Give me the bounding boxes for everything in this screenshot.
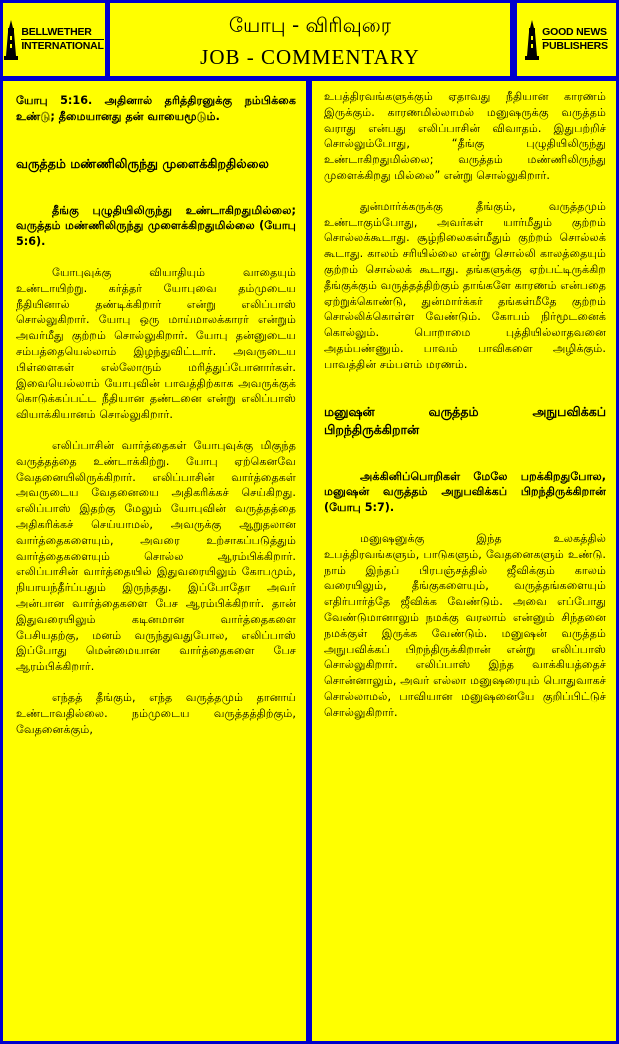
left-column xyxy=(3,81,306,1041)
section-heading: மனுஷன் வருத்தம் அநுபவிக்கப் பிறந்திருக்கிறான் xyxy=(324,403,606,437)
logo-line1: BELLWETHER xyxy=(21,26,103,40)
verse-header: யோபு 5:16. அதினால் தரித்திரனுக்கு நம்பிக்கை உண்டு; தீமையானது தன் வாயைமூடும். xyxy=(16,94,296,123)
paragraph: எந்தத் தீங்கும், எந்த வருத்தமும் தானாய் உண்டாவதில்லை. நம்முடைய வருத்தத்திற்கும், வேதனைக்கும், xyxy=(16,690,296,736)
logo-line2: INTERNATIONAL xyxy=(21,40,104,52)
tower-icon xyxy=(4,20,18,60)
logo-line2: PUBLISHERS xyxy=(542,40,608,52)
logo-bellwether xyxy=(3,3,105,76)
paragraph: மனுஷனுக்கு இந்த உலகத்தில் உபத்திரவங்களும், பாடுகளும், வேதனைகளும் உண்டு. நாம் இந்தப் பிரபஞ்சத்தில் ஜீவிக்கும் காலம் வரையிலும், தீங்குகளையும், வருத்தங்களையும் எதிர்பார்த்தே ஜீவிக்க வேண்டும். அவை எப்போது வேண்டுமானாலும் நமக்கு வரலாம் என்னும் சிந்தனை நமக்குள் இருக்க வேண்டும். மனுஷன் வருத்தம் அநுபவிக்கப் பிறந்திருக்கிறான் என்று எலிப்பாஸ் சொல்லுகிறார். எலிப்பாஸ் இந்த வாக்கியத்தைச் சொன்னாலும், அவர் எல்லா மனுஷரையும் பொதுவாகச் சொல்லாமல், பாவியான மனுஷனையே குறிப்பிட்டுச் சொல்லுகிறார். xyxy=(324,531,606,719)
title-tamil: யோபு - விரிவுரை xyxy=(228,13,392,37)
logo-text xyxy=(21,26,103,53)
paragraph: துன்மார்க்கருக்கு தீங்கும், வருத்தமும் உண்டாகும்போது, அவர்கள் யார்மீதும் குற்றம் சொல்லக்கூடாது. சூழ்நிலைகள்மீதும் குற்றம் சொல்லக் கூடாது. காலம் சரியில்லை என்று சொல்லி காலத்தையும் குற்றம் சொல்லக் கூடாது. தங்களுக்கு ஏற்பட்டிருக்கிற தீங்குக்கும் வருத்தத்திற்கும் தாங்களே காரணம் என்பதை ஏற்றுக்கொண்டு, துன்மார்க்கர் தங்கள்மீதே குற்றம் சொல்லிக்கொள்ள வேண்டும். கோபம் நிர்மூடனைக் கொல்லும். பொறாமை புத்தியில்லாதவனை அதம்பண்ணும். பாவம் பாவிகளை அழிக்கும். பாவத்தின் சம்பளம் மரணம். xyxy=(324,199,606,371)
paragraph: உபத்திரவங்களுக்கும் ஏதாவது நீதியான காரணம் இருக்கும். காரணமில்லாமல் மனுஷருக்கு வருத்தம் வராது என்பது எலிப்பாசின் விவாதம். இதுபற்றிச் சொல்லும்போது, “தீங்கு புழுதியிலிருந்து உண்டாகிறதுமில்லை; வருத்தம் மண்ணிலிருந்து முளைக்கிறது மில்லை” என்று சொல்லுகிறார். xyxy=(324,90,606,182)
verse-quote: அக்கினிப்பொறிகள் மேலே பறக்கிறதுபோல, மனுஷன் வருத்தம் அநுபவிக்கப் பிறந்திருக்கிறான் (யோபு 5:7). xyxy=(324,469,606,515)
section-heading: வருத்தம் மண்ணிலிருந்து முளைக்கிறதில்லை xyxy=(16,155,269,171)
header xyxy=(3,3,616,76)
right-column xyxy=(312,81,616,1041)
paragraph: யோபுவுக்கு வியாதியும் வாதையும் உண்டாயிற்று. கர்த்தர் யோபுவை தம்முடைய நீதியினால் தண்டிக்கிறார் என்று எலிப்பாஸ் சொல்லுகிறார். யோபு ஒரு மாய்மாலக்காரர் என்றும் அவர்மீது குற்றம் சொல்லுகிறார். யோபு தன்னுடைய சம்பத்தையெல்லாம் இழந்துவிட்டார். அவருடைய பிள்ளைகள் எல்லோரும் மரித்துப்போனார்கள். இவையெல்லாம் யோபுவின் பாவத்திற்காக அவருக்குக் கொடுக்கப்பட்ட நீதியான தண்டனை என்று எலிப்பாஸ் வியாக்கியானம் சொல்லுகிறார். xyxy=(16,265,296,422)
verse-quote: தீங்கு புழுதியிலிருந்து உண்டாகிறதுமில்லை; வருத்தம் மண்ணிலிருந்து முளைக்கிறதுமில்லை (யோபு 5:6). xyxy=(16,203,296,249)
title-box xyxy=(110,3,510,76)
logo-text xyxy=(542,26,608,53)
tower-icon xyxy=(525,20,539,60)
title-english: JOB - COMMENTARY xyxy=(200,45,420,69)
logo-line1: GOOD NEWS xyxy=(542,26,607,38)
paragraph: எலிப்பாசின் வார்த்தைகள் யோபுவுக்கு மிகுந்த வருத்தத்தை உண்டாக்கிற்று. யோபு ஏற்கெனவே வேதனையிலிருக்கிறார். எலிப்பாசின் வார்த்தைகள் அவருடைய வேதனையை அதிகரிக்கச் செய்கிறது. எலிப்பாஸ் இதற்கு மேலும் யோபுவின் வருத்தத்தை அதிகரிக்கச் செய்யாமல், அவருக்கு ஆறுதலான வார்த்தைகளையும், அவரை உற்சாகப்படுத்தும் வார்த்தைகளையும் சொல்ல ஆரம்பிக்கிறார். எலிப்பாசின் வார்த்தையில் இதுவரையிலும் கோபமும், நியாயந்தீர்ப்பதும் இருந்தது. இப்போதோ அவர் அன்பான வார்த்தைகளை பேச ஆரம்பிக்கிறார். தான் இதுவரையிலும் கடினமான வார்த்தைகளை பேசியதற்கு, மனம் வருந்துவதுபோல, எலிப்பாஸ் இப்போது மென்மையான வார்த்தைகளை பேச ஆரம்பிக்கிறார். xyxy=(16,438,296,674)
logo-good-news xyxy=(517,3,616,76)
